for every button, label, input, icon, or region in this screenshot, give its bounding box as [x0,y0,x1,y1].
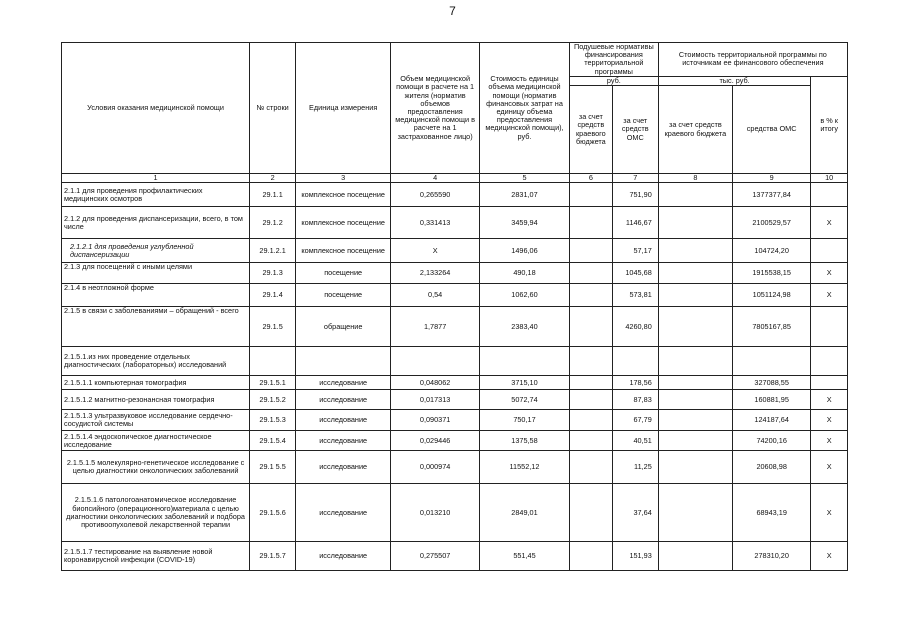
row-oms-total: 278310,20 [732,542,810,571]
header-oms-per-capita: за счет средств ОМС [612,86,658,174]
row-number: 29.1 5.5 [250,451,296,484]
row-budget-per-capita [569,484,612,542]
row-percent [811,183,848,207]
header-per-capita-group: Подушевые нормативы финансирования территориальной программы [569,43,658,77]
row-budget-total [658,542,732,571]
row-volume: 0,017313 [391,390,480,410]
row-number: 29.1.5.6 [250,484,296,542]
table-row [62,410,848,431]
row-number: 29.1.5.3 [250,410,296,431]
col-number: 6 [569,174,612,183]
row-oms-per-capita: 1146,67 [612,207,658,239]
row-unit-cost: 1496,06 [480,239,570,263]
row-unit: посещение [296,263,391,284]
row-oms-total: 1915538,15 [732,263,810,284]
row-unit: посещение [296,284,391,307]
row-unit: исследование [296,410,391,431]
row-budget-per-capita [569,390,612,410]
row-name: 2.1.5.1.из них проведение отдельных диагностических (лабораторных) исследований [62,347,250,376]
row-volume: 0,275507 [391,542,480,571]
row-unit-cost [480,347,570,376]
row-unit-cost: 2831,07 [480,183,570,207]
row-unit: исследование [296,542,391,571]
row-percent [811,307,848,347]
row-percent: X [811,207,848,239]
row-volume: 0,54 [391,284,480,307]
row-unit-cost: 3459,94 [480,207,570,239]
row-volume [391,347,480,376]
row-volume: 0,090371 [391,410,480,431]
row-number: 29.1.5.4 [250,431,296,451]
row-unit: комплексное посещение [296,207,391,239]
page-number: 7 [449,4,456,18]
row-budget-total [658,284,732,307]
row-budget-total [658,484,732,542]
row-unit [296,347,391,376]
row-budget-total [658,239,732,263]
row-oms-per-capita: 573,81 [612,284,658,307]
row-oms-total: 160881,95 [732,390,810,410]
row-name: 2.1.5.1.6 патологоанатомическое исследование биопсийного (операционного)материала с целью диагностики онкологических заболеваний и подбора противоопухолевой лекарственной терапии [62,484,250,542]
row-unit: комплексное посещение [296,239,391,263]
table-row [62,431,848,451]
row-volume: 0,331413 [391,207,480,239]
row-oms-per-capita: 151,93 [612,542,658,571]
row-unit: обращение [296,307,391,347]
row-number: 29.1.2.1 [250,239,296,263]
row-percent: X [811,410,848,431]
row-budget-total [658,307,732,347]
header-percent: в % к итогу [811,76,848,173]
table-row [62,347,848,376]
table-row [62,207,848,239]
col-number: 4 [391,174,480,183]
row-budget-per-capita [569,410,612,431]
row-volume: 1,7877 [391,307,480,347]
table-row [62,239,848,263]
row-oms-per-capita [612,347,658,376]
row-unit-cost: 490,18 [480,263,570,284]
row-oms-per-capita: 178,56 [612,376,658,390]
row-percent: X [811,484,848,542]
row-oms-per-capita: 40,51 [612,431,658,451]
row-percent [811,376,848,390]
row-oms-total: 327088,55 [732,376,810,390]
row-unit: исследование [296,431,391,451]
table-row [62,542,848,571]
row-number: 29.1.5.1 [250,376,296,390]
row-budget-per-capita [569,542,612,571]
medical-care-table [61,42,848,571]
row-budget-per-capita [569,347,612,376]
row-unit-cost: 2849,01 [480,484,570,542]
row-oms-total: 1377377,84 [732,183,810,207]
row-oms-total: 20608,98 [732,451,810,484]
row-unit-cost: 5072,74 [480,390,570,410]
row-volume: 0,265590 [391,183,480,207]
header-conditions: Условия оказания медицинской помощи [62,43,250,174]
row-oms-per-capita: 37,64 [612,484,658,542]
header-unit-thousand: тыс. руб. [658,76,811,85]
col-number: 5 [480,174,570,183]
table-row [62,376,848,390]
row-unit-cost: 11552,12 [480,451,570,484]
row-percent [811,239,848,263]
row-oms-per-capita: 67,79 [612,410,658,431]
col-number: 10 [811,174,848,183]
col-number: 1 [62,174,250,183]
row-unit-cost: 1062,60 [480,284,570,307]
row-oms-total: 124187,64 [732,410,810,431]
row-percent: X [811,542,848,571]
row-oms-total: 68943,19 [732,484,810,542]
row-oms-total: 104724,20 [732,239,810,263]
row-percent: X [811,284,848,307]
table-row [62,484,848,542]
row-oms-per-capita: 1045,68 [612,263,658,284]
table-row [62,451,848,484]
header-volume: Объем медицинской помощи в расчете на 1 жителя (норматив объемов предоставления медицинской помощи в расчете на 1 застрахованное лицо) [391,43,480,174]
row-budget-total [658,410,732,431]
row-budget-total [658,183,732,207]
header-row-number: № строки [250,43,296,174]
row-budget-total [658,263,732,284]
row-unit: исследование [296,451,391,484]
row-volume: X [391,239,480,263]
row-unit-cost: 2383,40 [480,307,570,347]
row-unit: исследование [296,390,391,410]
col-number: 8 [658,174,732,183]
table-row [62,183,848,207]
row-budget-total [658,451,732,484]
row-unit: исследование [296,376,391,390]
row-percent [811,347,848,376]
row-name: 2.1.1 для проведения профилактических медицинских осмотров [62,183,250,207]
row-oms-total: 1051124,98 [732,284,810,307]
table-row [62,390,848,410]
header-total-cost-group: Стоимость территориальной программы по источникам ее финансового обеспечения [658,43,847,77]
table-body [62,183,848,571]
row-budget-per-capita [569,263,612,284]
row-oms-per-capita: 11,25 [612,451,658,484]
row-unit: исследование [296,484,391,542]
row-percent: X [811,263,848,284]
row-unit-cost: 1375,58 [480,431,570,451]
row-number: 29.1.4 [250,284,296,307]
row-oms-total [732,347,810,376]
row-name: 2.1.2.1 для проведения углубленной диспансеризации [62,239,250,263]
row-unit: комплексное посещение [296,183,391,207]
row-volume: 0,013210 [391,484,480,542]
row-budget-per-capita [569,183,612,207]
row-volume: 0,048062 [391,376,480,390]
row-unit-cost: 3715,10 [480,376,570,390]
row-budget-per-capita [569,431,612,451]
col-number: 9 [732,174,810,183]
row-oms-per-capita: 751,90 [612,183,658,207]
row-budget-total [658,207,732,239]
row-number: 29.1.2 [250,207,296,239]
row-budget-total [658,376,732,390]
row-percent: X [811,431,848,451]
row-oms-total: 74200,16 [732,431,810,451]
table-row [62,284,848,307]
header-unit-cost: Стоимость единицы объема медицинской помощи (норматив финансовых затрат на единицу объема предоставления медицинской помощи), руб. [480,43,570,174]
row-name: 2.1.2 для проведения диспансеризации, всего, в том числе [62,207,250,239]
table-row [62,307,848,347]
row-name: 2.1.5.1.4 эндоскопическое диагностическое исследование [62,431,250,451]
col-number: 7 [612,174,658,183]
row-unit-cost: 551,45 [480,542,570,571]
header-unit-rub: руб. [569,76,658,85]
row-volume: 0,000974 [391,451,480,484]
header-budget-total: за счет средств краевого бюджета [658,86,732,174]
col-number: 2 [250,174,296,183]
row-number: 29.1.1 [250,183,296,207]
row-name: 2.1.4 в неотложной форме [62,284,250,307]
row-oms-per-capita: 87,83 [612,390,658,410]
row-percent: X [811,390,848,410]
row-oms-total: 7805167,85 [732,307,810,347]
row-budget-per-capita [569,239,612,263]
header-unit: Единица измерения [296,43,391,174]
row-budget-per-capita [569,376,612,390]
row-budget-per-capita [569,307,612,347]
header-oms-total: средства ОМС [732,86,810,174]
row-number: 29.1.5.7 [250,542,296,571]
row-budget-per-capita [569,284,612,307]
row-name: 2.1.5.1.7 тестирование на выявление новой коронавирусной инфекции (COVID-19) [62,542,250,571]
row-name: 2.1.5.1.1 компьютерная томография [62,376,250,390]
row-volume: 2,133264 [391,263,480,284]
row-budget-total [658,347,732,376]
row-name: 2.1.5 в связи с заболеваниями – обращений - всего [62,307,250,347]
row-number: 29.1.5.2 [250,390,296,410]
table-header [62,43,848,183]
row-percent: X [811,451,848,484]
row-name: 2.1.5.1.3 ультразвуковое исследование сердечно-сосудистой системы [62,410,250,431]
row-budget-per-capita [569,451,612,484]
row-budget-total [658,390,732,410]
row-name: 2.1.5.1.2 магнитно-резонансная томография [62,390,250,410]
row-name: 2.1.5.1.5 молекулярно-генетическое исследование с целью диагностики онкологических заболеваний [62,451,250,484]
row-name: 2.1.3 для посещений с иными целями [62,263,250,284]
row-oms-per-capita: 57,17 [612,239,658,263]
row-unit-cost: 750,17 [480,410,570,431]
table-row [62,263,848,284]
row-oms-per-capita: 4260,80 [612,307,658,347]
row-budget-per-capita [569,207,612,239]
row-oms-total: 2100529,57 [732,207,810,239]
row-volume: 0,029446 [391,431,480,451]
row-number: 29.1.3 [250,263,296,284]
col-number: 3 [296,174,391,183]
row-budget-total [658,431,732,451]
row-number [250,347,296,376]
header-budget-per-capita: за счет средств краевого бюджета [569,86,612,174]
row-number: 29.1.5 [250,307,296,347]
